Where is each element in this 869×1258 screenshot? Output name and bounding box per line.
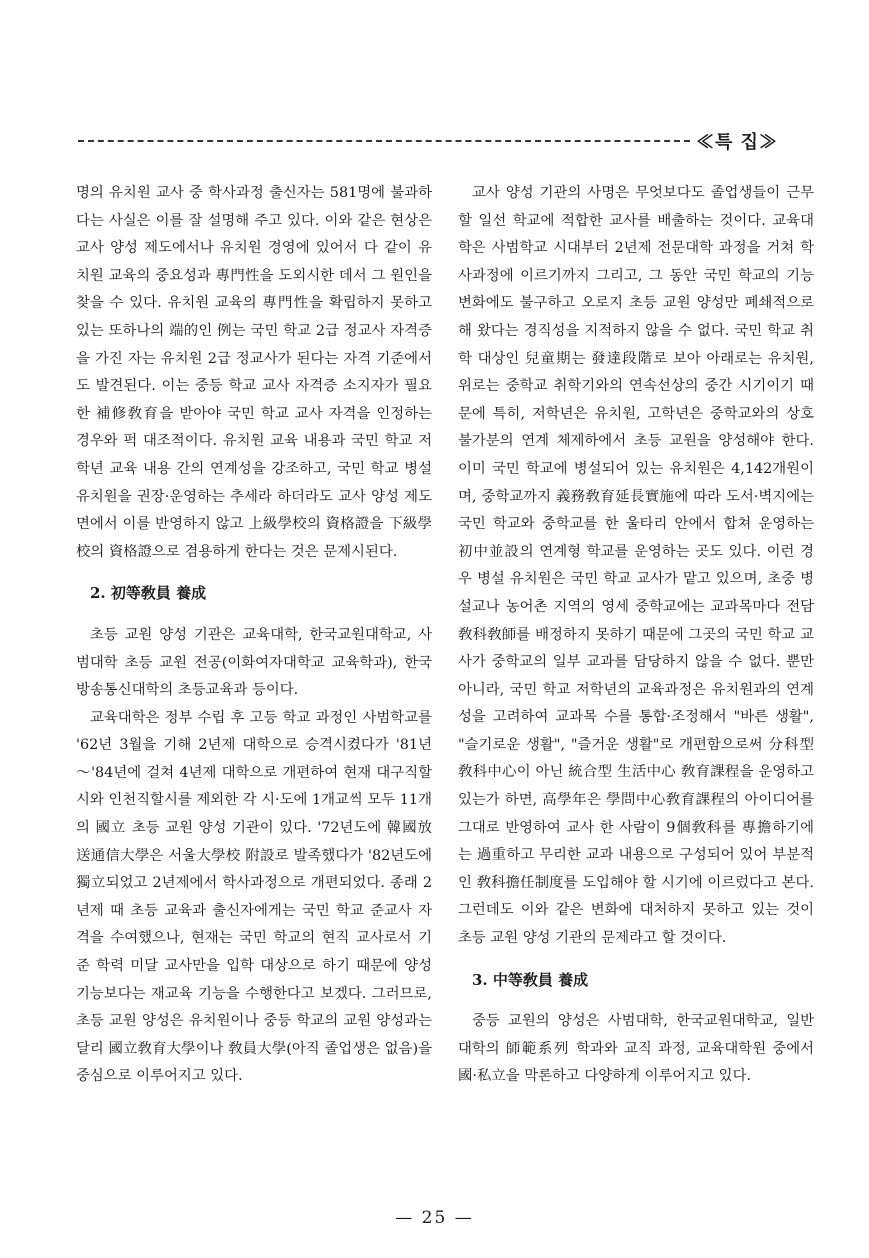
header-dashed-rule (78, 140, 690, 142)
section-heading-2: 2. 初等敎員 養成 (90, 584, 207, 603)
left-column (76, 180, 432, 1091)
right-paragraph-1: 교사 양성 기관의 사명은 무엇보다도 졸업생들이 근무할 일선 학교에 적합한 교사를 배출하는 것이다. 교육대학은 사범학교 시대부터 2년제 전문대학 과정을 거쳐 학사과정에 이르기까지 그리고, 그 동안 국민 학교의 기능 변화에도 불구하고 오로지 초등 교원 양성만 폐쇄적으로 해 왔다는 경직성을 지적하지 않을 수 없다. 국민 학교 취학 대상인 兒童期는 發達段階로 보아 아래로는 유치원, 위로는 중학교 취학기와의 연속선상의 중간 시기이기 때문에 특히, 저학년은 유치원, 고학년은 중학교와의 상호 불가분의 연계 체제하에서 초등 교원을 양성해야 한다. 이미 국민 학교에 병설되어 있는 유치원은 4,142개원이며, 중학교까지 義務敎育延長實施에 따라 도서·벽지에는 국민 학교와 중학교를 한 울타리 안에서 합쳐 운영하는 初中並設의 연계형 학교를 운영하는 곳도 있다. 이런 경우 병설 유치원은 국민 학교 교사가 맡고 있으며, 초중 병설교나 농어촌 지역의 영세 중학교에는 교과목마다 전담 敎科敎師를 배정하지 못하기 때문에 그곳의 국민 학교 교사가 중학교의 일부 교과를 담당하지 않을 수 없다. 뿐만 아니라, 국민 학교 저학년의 교육과정은 유치원과의 연계성을 고려하여 교과목 수를 통합·조정해서 "바른 생활", "슬기로운 생활", "즐거운 생활"로 개편함으로써 分科型 敎科中心이 아닌 統合型 生活中心 敎育課程을 운영하고 있는가 하면, 高學年은 學問中心敎育課程의 아이디어를 그대로 반영하여 교사 한 사람이 9個敎科를 專擔하기에는 過重하고 무리한 교과 내용으로 구성되어 있어 부분적인 敎科擔任制度를 도입해야 할 시기에 이르렀다고 본다. 그런데도 이와 같은 변화에 대처하지 못하고 있는 것이 초등 교원 양성 기관의 문제라고 할 것이다. (458, 185, 814, 947)
right-column (458, 180, 814, 1091)
right-paragraph-2: 중등 교원의 양성은 사범대학, 한국교원대학교, 일반 대학의 師範系列 학과와 교직 과정, 교육대학원 중에서 國·私立을 막론하고 다양하게 이루어지고 있다. (458, 1013, 814, 1085)
left-paragraph-3: 교육대학은 정부 수립 후 고등 학교 과정인 사범학교를 '62년 3월을 기해 2년제 대학으로 승격시켰다가 '81년～'84년에 걸쳐 4년제 대학으로 개편하여 현재 대구직할시와 인천직할시를 제외한 각 시·도에 1개교씩 모두 11개의 國立 초등 교원 양성 기관이 있다. '72년도에 韓國放送通信大學은 서울大學校 附設로 발족했다가 '82년도에 獨立되었고 2년제에서 학사과정으로 개편되었다. 종래 2년제 때 초등 교육과 출신자에게는 국민 학교 준교사 자격을 수여했으나, 현재는 국민 학교의 현직 교사로서 기준 학력 미달 교사만을 입학 대상으로 하기 때문에 양성 기능보다는 재교육 기능을 수행한다고 보겠다. 그러므로, 초등 교원 양성은 유치원이나 중등 학교의 교원 양성과는 달리 國立敎育大學이나 敎員大學(아직 졸업생은 없음)을 중심으로 이루어지고 있다. (76, 709, 432, 1085)
left-paragraph-2: 초등 교원 양성 기관은 교육대학, 한국교원대학교, 사범대학 초등 교원 전공(이화여자대학교 교육학과), 한국방송통신대학의 초등교육과 등이다. (76, 626, 432, 699)
left-paragraph-1: 명의 유치원 교사 중 학사과정 출신자는 581명에 불과하다는 사실은 이를 잘 설명해 주고 있다. 이와 같은 현상은 교사 양성 제도에서나 유치원 경영에 있어서 다 같이 유치원 교육의 중요성과 專門性을 도외시한 데서 그 원인을 찾을 수 있다. 유치원 교육의 專門性을 확립하지 못하고 있는 또하나의 端的인 例는 국민 학교 2급 정교사 자격증을 가진 자는 유치원 2급 정교사가 된다는 자격 기준에서도 발견된다. 이는 중등 학교 교사 자격증 소지자가 필요한 補修敎育을 받아야 국민 학교 교사 자격을 인정하는 경우와 퍽 대조적이다. 유치원 교육 내용과 국민 학교 저학년 교육 내용 간의 연계성을 강조하고, 국민 학교 병설 유치원을 권장·운영하는 추세라 하더라도 교사 양성 제도면에서 이를 반영하지 않고 上級學校의 資格證을 下級學校의 資格證으로 겸용하게 한다는 것은 문제시된다. (76, 185, 432, 560)
section-heading-3: 3. 中等敎員 養成 (472, 970, 589, 989)
page-number: — 25 — (395, 1208, 474, 1228)
section-label: ≪특 집≫ (696, 132, 779, 153)
